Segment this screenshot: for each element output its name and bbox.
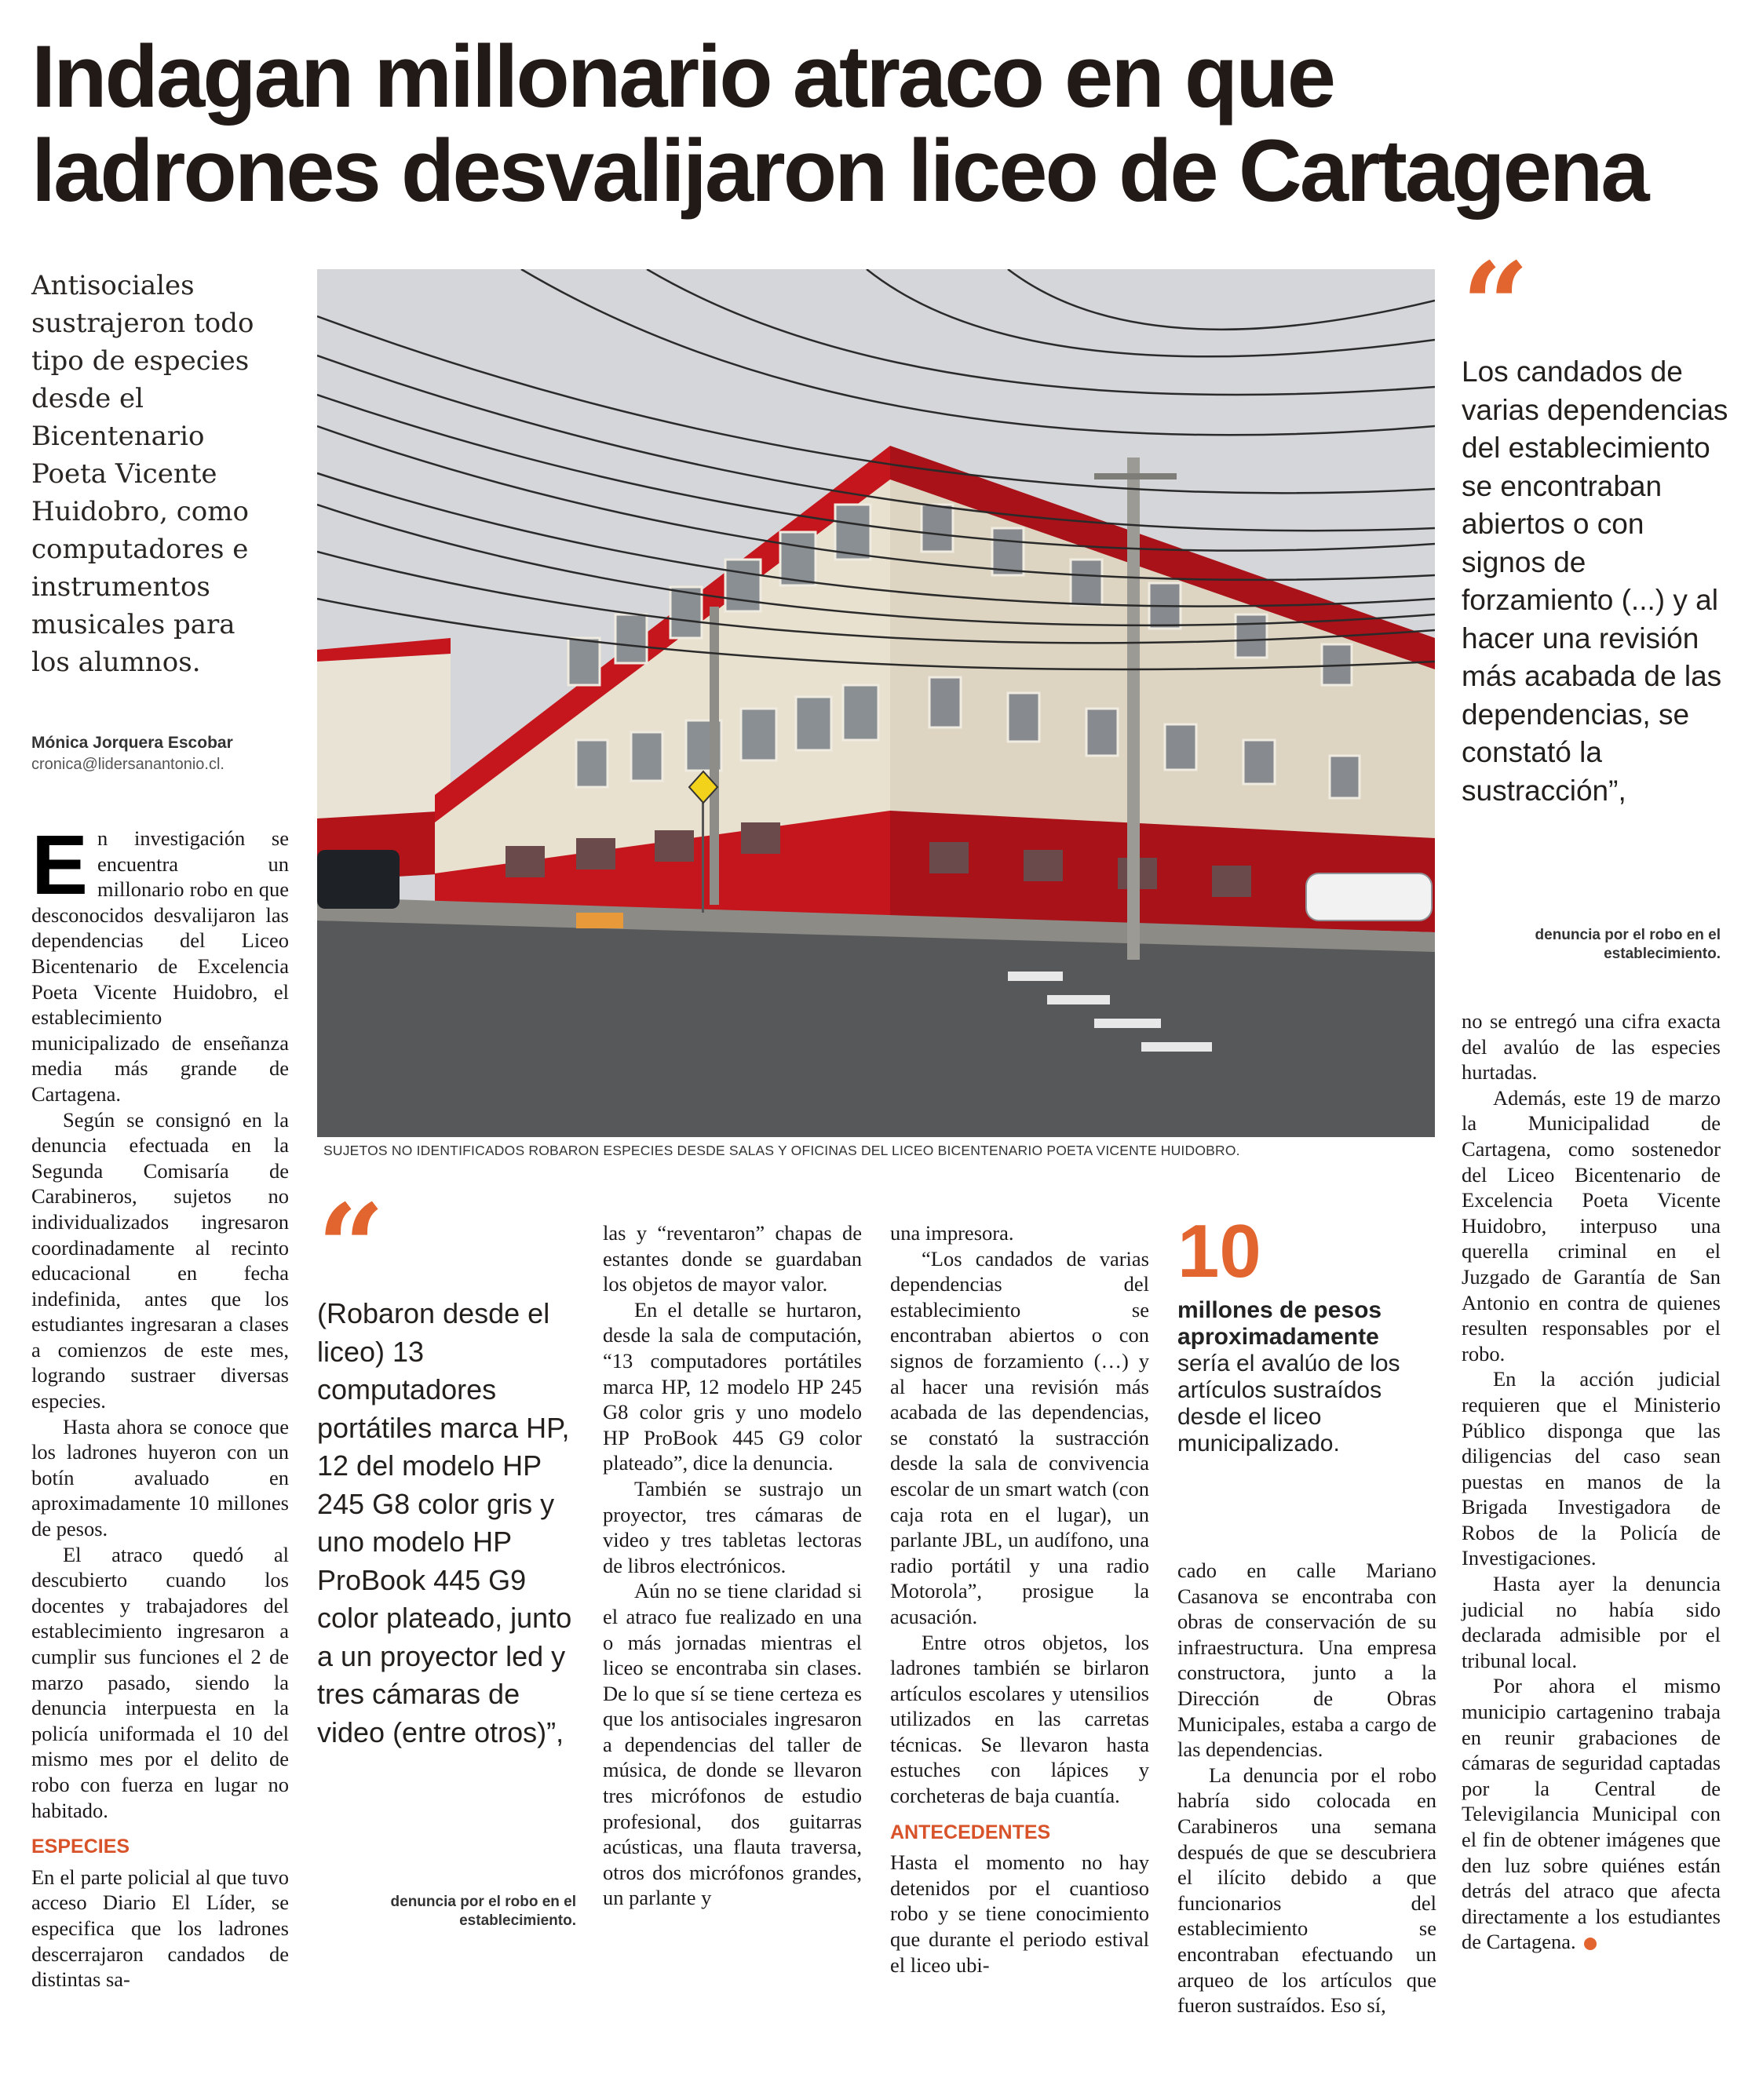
pull-quote-top [1462, 237, 1728, 810]
deck: Antisociales sustrajeron todo tipo de especies desde el Bicentenario Poeta Vicente Huidobro, como computadores e instrumentos musicales para los alumnos. [31, 270, 254, 678]
pull-quote-middle [317, 1179, 576, 1752]
pull-quote-top-attribution: denuncia por el robo en el establecimiento. [1535, 927, 1721, 962]
paragraph: En el detalle se hurtaron, desde la sala de computación, “13 computadores portátiles marca HP, 12 modelo HP 245 G8 color gris y uno modelo HP ProBook 445 G9 color plateado”, dice la denuncia. [603, 1297, 862, 1475]
paragraph: una impresora. [890, 1221, 1014, 1245]
subhead-antecedentes: ANTECEDENTES [890, 1821, 1051, 1843]
paragraph: Hasta ayer la denuncia judicial no había sido declarada admisible por el tribunal local. [1462, 1572, 1721, 1672]
headline-line-1: Indagan millonario atraco en que [31, 27, 1334, 126]
headline-line-2: ladrones desvalijaron liceo de Cartagena [31, 122, 1648, 220]
paragraph: no se entregó una cifra exacta del avalúo de las especies hurtadas. [1462, 1009, 1721, 1085]
quote-mark-icon: “ [317, 1179, 385, 1317]
paragraph: Aún no se tiene claridad si el atraco fue realizado en una o más jornadas mientras el liceo se encontraba sin clases. De lo que sí se tiene certeza es que los antisociales ingresaron a dependencias del taller de música, de donde se llevaron tres micrófonos de estudio profesional, dos guitarras acústicas, una flauta traversa, otros dos micrófonos grandes, un parlante y [603, 1579, 862, 1910]
subhead-especies: ESPECIES [31, 1836, 130, 1858]
stat-box [1177, 1209, 1436, 1457]
paragraph: En investigación se encuentra un millonario robo en que desconocidos desvalijaron las dependencias del Liceo Bicentenario de Excelencia Poeta Vicente Huidobro, el establecimiento municipalizado de enseñanza media más grande de Cartagena. [31, 817, 289, 1106]
paragraph: El atraco quedó al descubierto cuando los docentes y trabajadores del establecimiento ingresaron a cumplir sus funciones el 2 de marzo pasado, siendo la denuncia interpuesta en la policía uniformada el 10 del mismo mes por el delito de robo con fuerza en lugar no habitado. [31, 1542, 289, 1822]
paragraph: Además, este 19 de marzo la Municipalidad de Cartagena, como sostenedor del Liceo Bicentenario de Excelencia Poeta Vicente Huidobro, interpuso una querella criminal en el Juzgado de Garantía de San Antonio en contra de quienes resulten responsables por el robo. [1462, 1085, 1721, 1365]
paragraph [1462, 1673, 1721, 1955]
byline [31, 734, 290, 774]
school-building-photo [317, 269, 1435, 1137]
column-5 [1177, 1558, 1436, 2018]
pull-quote-top-text: Los candados de varias dependencias del establecimiento se encontraban abiertos o con signos de forzamiento (...) y al hacer una revisión más acabada de las dependencias, se constató la sustracción”, [1462, 355, 1728, 807]
paragraph: cado en calle Mariano Casanova se encontraba con obras de conservación de su infraestructura. Una empresa constructora, junto a la Dirección de Obras Municipales, estaba a cargo de las dependencias. [1177, 1559, 1436, 1762]
stat-rest: sería el avalúo de los artículos sustraídos desde el liceo municipalizado. [1177, 1351, 1400, 1457]
paragraph: En el parte policial al que tuvo acceso Diario El Líder, se especifica que los ladrones descerrajaron candados de distintas sa- [31, 1865, 289, 1992]
headline [31, 27, 1743, 220]
column-1 [31, 817, 289, 1992]
column-3 [603, 1220, 862, 1911]
paragraph: En la acción judicial requieren que el Ministerio Público disponga que las diligencias del caso sean puestas en manos de la Brigada Investigadora de Robos de la Policía de Investigaciones. [1462, 1367, 1721, 1570]
stat-number: 10 [1177, 1209, 1261, 1293]
paragraph: las y “reventaron” chapas de estantes donde se guardaban los objetos de mayor valor. [603, 1221, 862, 1296]
quote-mark-icon: “ [1462, 237, 1530, 375]
stat-description [1177, 1297, 1436, 1457]
paragraph: Hasta ahora se conoce que los ladrones huyeron con un botín avaluado en aproximadamente 10 millones de pesos. [31, 1414, 289, 1541]
photo [317, 269, 1435, 1137]
column-6 [1462, 1008, 1721, 1955]
pull-quote-middle-attribution: denuncia por el robo en el establecimiento. [390, 1894, 576, 1929]
paragraph: Hasta el momento no hay detenidos por el cuantioso robo y se tiene conocimiento que durante el periodo estival el liceo ubi- [890, 1850, 1149, 1977]
byline-email: cronica@lidersanantonio.cl. [31, 756, 224, 773]
photo-caption: SUJETOS NO IDENTIFICADOS ROBARON ESPECIES DESDE SALAS Y OFICINAS DEL LICEO BICENTENARIO POETA VICENTE HUIDOBRO. [323, 1143, 1240, 1158]
paragraph-text: Por ahora el mismo municipio cartagenino trabaja en reunir grabaciones de cámaras de seguridad captadas por la Central de Televigilancia Municipal con el fin de obtener imágenes que den luz sobre quiénes están detrás del atraco que afecta directamente a los estudiantes de Cartagena. [1462, 1674, 1721, 1954]
paragraph: Entre otros objetos, los ladrones también se birlaron artículos escolares y utensilios utilizados en las carretas técnicas. Se llevaron hasta estuches con lápices y corcheteras de baja cuantía. [890, 1630, 1149, 1808]
paragraph: La denuncia por el robo habría sido colocada en Carabineros una semana después de que se descubriera el ilícito debido a que funcionarios del establecimiento se encontraban efectuando un arqueo de los artículos que fueron sustraídos. Eso sí, [1177, 1763, 1436, 2018]
byline-author: Mónica Jorquera Escobar [31, 734, 233, 752]
pull-quote-middle-text: (Robaron desde el liceo) 13 computadores portátiles marca HP, 12 del modelo HP 245 G8 color gris y uno modelo HP ProBook 445 G9 color plateado, junto a un proyector led y tres cámaras de video (entre otros)”, [317, 1297, 572, 1748]
column-4 [890, 1220, 1149, 1978]
end-mark-icon [1584, 1938, 1597, 1950]
paragraph: También se sustrajo un proyector, tres cámaras de video y tres tabletas lectoras de libros electrónicos. [603, 1476, 862, 1577]
stat-bold: millones de pesos aproximadamente [1177, 1297, 1382, 1350]
paragraph: “Los candados de varias dependencias del establecimiento se encontraban abiertos o con signos de forzamiento (…) y al hacer una revisión más acabada de las dependencias, se constató la sustracción desde la sala de convivencia escolar de un smart watch (con caja rota en el lugar), un parlante JBL, un audífono, una radio portátil y una radio Motorola”, prosigue la acusación. [890, 1246, 1149, 1628]
paragraph: Según se consignó en la denuncia efectuada en la Segunda Comisaría de Carabineros, sujetos no individualizados ingresaron coordinadamente al recinto educacional en fecha indefinida, antes que los estudiantes ingresaran a clases a comienzos de este mes, logrando sustraer diversas especies. [31, 1107, 289, 1413]
